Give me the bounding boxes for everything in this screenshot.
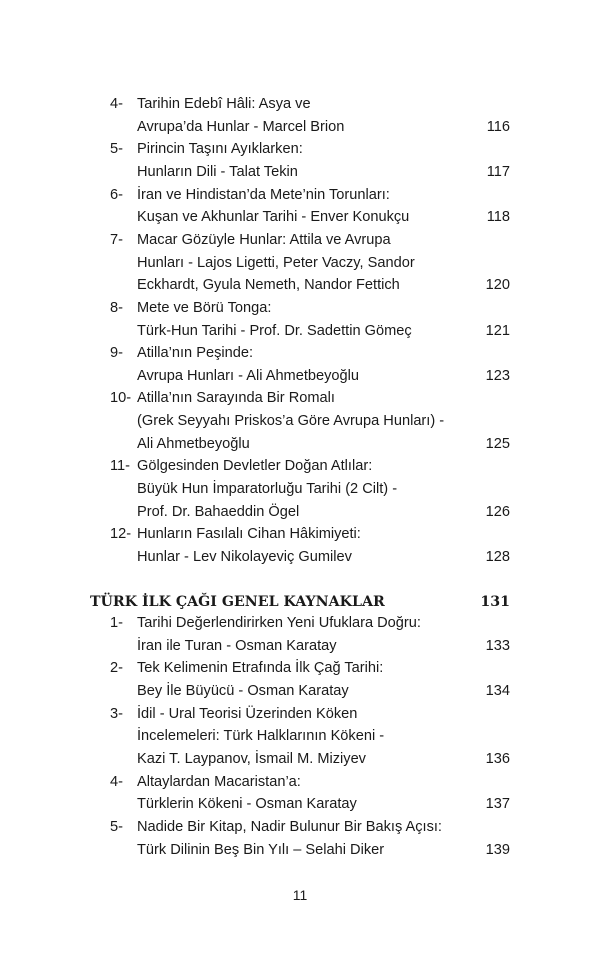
toc-entry-line — [0, 680, 600, 702]
toc-entry-line — [0, 455, 600, 477]
entry-number: 8- — [110, 299, 123, 316]
entry-page-number: 133 — [485, 637, 510, 654]
entry-page-number: 126 — [485, 503, 510, 520]
toc-entry-line — [0, 839, 600, 861]
toc-entry-line — [0, 274, 600, 296]
entry-page-number: 117 — [486, 163, 510, 180]
toc-entry-line — [0, 138, 600, 160]
entry-title-text: Atilla’nın Sarayında Bir Romalı — [137, 390, 335, 407]
entry-page-number: 120 — [485, 277, 510, 294]
toc-entry-line — [0, 546, 600, 568]
toc-entry-line — [0, 501, 600, 523]
entry-page-number: 128 — [485, 549, 510, 565]
toc-entry-line — [0, 161, 600, 183]
entry-number: 12- — [110, 526, 132, 543]
toc-entry-line — [0, 703, 600, 725]
entry-title-text: İncelemeleri: Türk Halklarının Kökeni - — [137, 728, 385, 745]
entry-number: 7- — [110, 231, 123, 248]
toc-entry-line — [0, 365, 600, 387]
toc-entry-line — [0, 320, 600, 342]
entry-title-text: Türk-Hun Tarihi - Prof. Dr. Sadettin Gömeç — [137, 322, 412, 339]
toc-entry-line — [0, 297, 600, 319]
toc-entry-line — [0, 748, 600, 770]
entry-title-text: Prof. Dr. Bahaeddin Ögel — [137, 503, 300, 520]
toc-entry-line — [0, 635, 600, 657]
entry-number: 10- — [110, 390, 132, 407]
toc-entry-line — [0, 612, 600, 634]
entry-page-number: 123 — [485, 367, 510, 384]
entry-title-text: Macar Gözüyle Hunlar: Attila ve Avrupa — [137, 231, 391, 248]
entry-page-number: 139 — [485, 841, 510, 858]
toc-entry-line — [0, 523, 600, 545]
toc-entry-line — [0, 410, 600, 432]
entry-number: 4- — [110, 773, 123, 790]
entry-number: 4- — [110, 96, 123, 112]
toc-entry-line — [0, 252, 600, 274]
entry-page-number: 118 — [486, 209, 510, 226]
entry-page-number: 136 — [485, 751, 510, 768]
entry-page-number: 137 — [485, 796, 510, 813]
entry-title-text: Türklerin Kökeni - Osman Karatay — [137, 796, 357, 813]
toc-entry-line — [0, 816, 600, 838]
entry-title-text: Hunların Dili - Talat Tekin — [137, 163, 298, 180]
entry-number: 11- — [110, 458, 131, 475]
entry-title-text: Tek Kelimenin Etrafında İlk Çağ Tarihi: — [137, 660, 384, 677]
entry-title-text: Avrupa’da Hunlar - Marcel Brion — [137, 118, 345, 135]
toc-entry-line — [0, 771, 600, 793]
entry-title-text: Hunların Fasılalı Cihan Hâkimiyeti: — [137, 526, 361, 543]
section-title: TÜRK İLK ÇAĞI GENEL KAYNAKLAR — [90, 594, 385, 610]
entry-title-text: Tarihi Değerlendirirken Yeni Ufuklara Doğru: — [137, 615, 421, 631]
entry-number: 6- — [110, 186, 123, 203]
entry-title-text: Ali Ahmetbeyoğlu — [137, 435, 250, 452]
entry-title-text: Hunları - Lajos Ligetti, Peter Vaczy, Sandor — [137, 254, 415, 271]
entry-number: 9- — [110, 345, 123, 362]
entry-number: 1- — [110, 615, 123, 631]
entry-title-text: Büyük Hun İmparatorluğu Tarihi (2 Cilt) - — [137, 481, 398, 498]
entry-number: 5- — [110, 141, 123, 158]
toc-entry-line — [0, 206, 600, 228]
toc-entry-line — [0, 342, 600, 364]
entry-title-text: Tarihin Edebî Hâli: Asya ve — [137, 96, 311, 112]
entry-title-text: Eckhardt, Gyula Nemeth, Nandor Fettich — [137, 277, 400, 294]
entry-title-text: Nadide Bir Kitap, Nadir Bulunur Bir Bakış Açısı: — [137, 819, 442, 836]
entry-title-text: Avrupa Hunları - Ali Ahmetbeyoğlu — [137, 367, 360, 384]
entry-title-text: Kuşan ve Akhunlar Tarihi - Enver Konukçu — [137, 209, 410, 226]
toc-entry-line — [0, 725, 600, 747]
entry-title-text: (Grek Seyyahı Priskos’a Göre Avrupa Hunları) - — [137, 413, 445, 430]
entry-title-text: Hunlar - Lev Nikolayeviç Gumilev — [137, 549, 352, 565]
section-heading — [0, 591, 600, 613]
entry-title-text: Altaylardan Macaristan’a: — [137, 773, 301, 790]
entry-page-number: 121 — [485, 322, 510, 339]
section-page-number: 131 — [480, 594, 510, 610]
entry-title-text: Gölgesinden Devletler Doğan Atlılar: — [137, 458, 373, 475]
entry-number: 5- — [110, 819, 123, 836]
toc-entry-line — [0, 433, 600, 455]
entry-title-text: İdil - Ural Teorisi Üzerinden Köken — [137, 705, 358, 722]
entry-title-text: Mete ve Börü Tonga: — [137, 299, 272, 316]
entry-title-text: Bey İle Büyücü - Osman Karatay — [137, 683, 349, 699]
entry-page-number: 134 — [485, 683, 510, 699]
folio-page-number: 11 — [292, 887, 308, 903]
toc-entry-line — [0, 478, 600, 500]
toc-entry-line — [0, 657, 600, 679]
entry-page-number: 125 — [485, 435, 510, 452]
entry-page-number: 116 — [486, 118, 510, 135]
entry-title-text: İran ile Turan - Osman Karatay — [137, 637, 337, 654]
entry-title-text: Atilla’nın Peşinde: — [137, 345, 254, 362]
entry-number: 3- — [110, 705, 123, 722]
entry-number: 2- — [110, 660, 123, 677]
toc-entry-line — [0, 184, 600, 206]
toc-entry-line — [0, 793, 600, 815]
entry-title-text: Pirincin Taşını Ayıklarken: — [137, 141, 303, 158]
toc-entry-line — [0, 387, 600, 409]
entry-title-text: Türk Dilinin Beş Bin Yılı – Selahi Diker — [137, 841, 385, 858]
toc-entry-line — [0, 116, 600, 138]
toc-entry-line — [0, 93, 600, 115]
entry-title-text: İran ve Hindistan’da Mete’nin Torunları: — [137, 186, 390, 203]
toc-entry-line — [0, 229, 600, 251]
entry-title-text: Kazi T. Laypanov, İsmail M. Miziyev — [137, 751, 366, 768]
